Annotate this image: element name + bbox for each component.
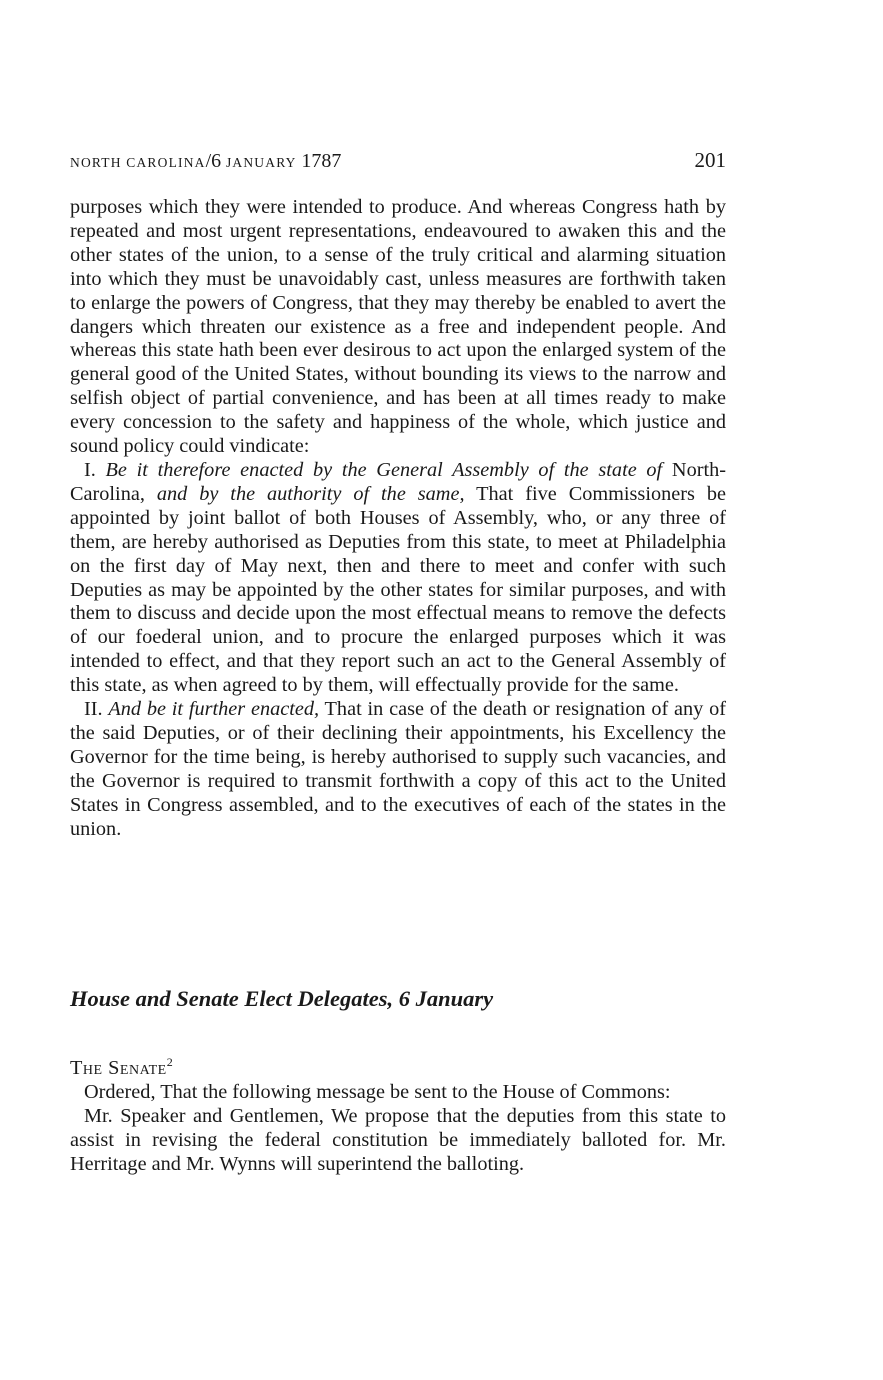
preamble-paragraph: purposes which they were intended to produce. And whereas Congress hath by repeated and most urgent representations, endeavoured to awaken this and the other states of the union, to a sense of the truly critical and alarming situation into which they must be unavoidably cast, unless measures are forthwith taken to enlarge the powers of Congress, that they may thereby be enabled to avert the dangers which threaten our existence as a free and independent people. And whereas this state hath been ever desirous to act upon the enlarged system of the general good of the United States, without bounding its views to the narrow and selfish object of partial convenience, and has been at all times ready to make every concession to the safety and happiness of the whole, which justice and sound policy could vindicate:	[70, 196, 726, 458]
running-head-month: JANUARY	[225, 155, 297, 170]
running-head-state: NORTH CAROLINA	[70, 155, 206, 170]
section-one-paragraph	[70, 459, 726, 698]
section-one-text: That five Commissioners be appointed by joint ballot of both Houses of Assembly, who, or any three of them, are hereby authorised as Deputies from this state, to meet at Philadelphia on the first day of May next, then and there to meet and confer with such Deputies as may be appointed by the other states for similar purposes, and with them to discuss and decide upon the most effectual means to remove the defects of our foederal union, and to procure the enlarged purposes which it was intended to effect, and that they report such an act to the General Assembly of this state, as when agreed to by them, will effectually provide for the same.	[70, 482, 726, 697]
running-head	[70, 148, 726, 176]
state-name: North-Carolina,	[70, 458, 726, 505]
section-two-number: II.	[84, 698, 103, 721]
section-two-text: That in case of the death or resignation of any of the said Deputies, or of their declining their appointments, his Excellency the Governor for the time being, is hereby authorised to supply such vacancies, and the Governor is required to transmit forthwith a copy of this act to the United States in Congress assembled, and to the executives of each of the states in the union.	[70, 698, 726, 840]
authority-clause: and by the authority of the same,	[156, 482, 465, 505]
section-heading: House and Senate Elect Delegates, 6 January	[70, 986, 494, 1011]
senate-record	[70, 1051, 726, 1177]
senate-message-paragraph: Mr. Speaker and Gentlemen, We propose that the deputies from this state to assist in revising the federal constitution be immediately balloted for. Mr. Herritage and Mr. Wynns will superintend the balloting.	[70, 1104, 726, 1175]
act-text	[70, 196, 726, 841]
running-head-title	[70, 150, 341, 173]
senate-label: The Senate$^2$	[70, 1055, 174, 1079]
section-one-number: I.	[84, 458, 96, 481]
page-number: 201	[694, 148, 726, 172]
footnote-ref: 2	[166, 1055, 174, 1069]
section-two-paragraph	[70, 698, 726, 841]
senate-order-paragraph: Ordered, That the following message be sent to the House of Commons:	[84, 1080, 671, 1103]
senate-label-line	[70, 1051, 726, 1081]
running-head-year: 1787	[301, 150, 342, 172]
enacting-clause: Be it therefore enacted by the General Assembly of the state of	[105, 458, 663, 481]
running-head-day: /6	[205, 150, 222, 172]
further-enacted-clause: And be it further enacted,	[108, 698, 320, 721]
